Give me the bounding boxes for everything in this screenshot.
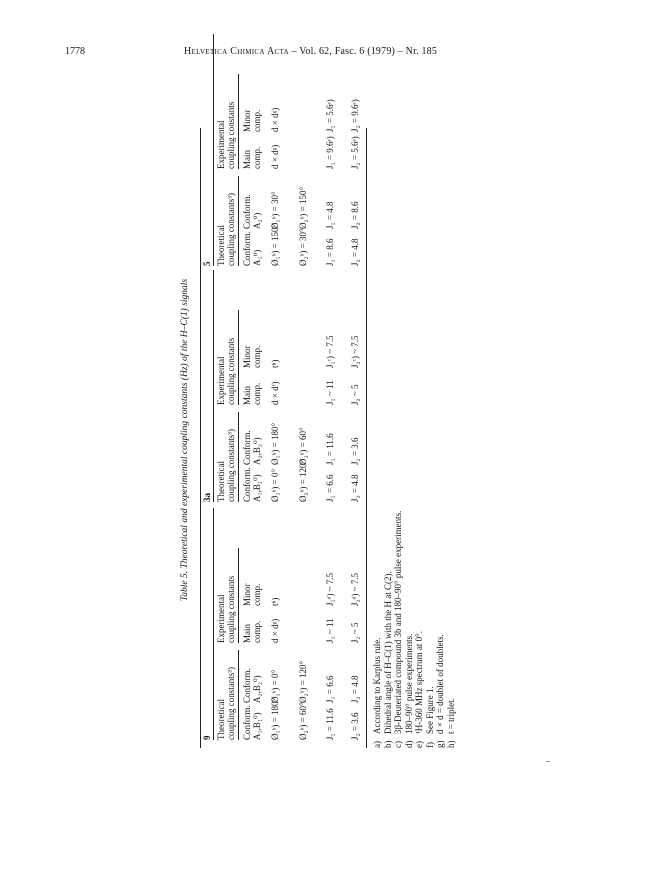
table-cell: J₁ᶜ) ~ 7.5	[325, 335, 335, 368]
experimental-heading-sub: coupling constants	[226, 575, 236, 643]
page-number: 1778	[65, 46, 85, 57]
experimental-span-rule	[238, 310, 239, 405]
group-rule	[213, 270, 214, 502]
table-cell: J₁ = 5.6ᵉ)	[325, 99, 335, 132]
footnote	[393, 511, 404, 748]
column-heading-sub: comp.	[252, 583, 262, 606]
table-cell: Ø₁ᵇ) = 180°	[270, 422, 280, 465]
experimental-heading: Experimental	[216, 120, 226, 169]
scan-speck	[546, 761, 550, 762]
footnote-mark: f)	[424, 742, 435, 748]
theoretical-heading: Theoretical	[216, 225, 226, 266]
column-heading-sub: comp.	[252, 109, 262, 132]
column-heading: Main	[242, 624, 252, 643]
footnote-text: d × d = doublet of doublets.	[435, 634, 445, 734]
column-heading: Conform.	[242, 668, 252, 703]
table-cell: J₁ = 6.6	[325, 474, 335, 502]
experimental-heading-sub: coupling constants	[226, 337, 236, 405]
rotated-table-area	[180, 99, 468, 770]
journal-details: – Vol. 62, Fasc. 6 (1979) – Nr. 185	[291, 46, 438, 57]
compound-label: 3a	[202, 493, 212, 502]
column-heading-sub: A₁⁰)	[252, 249, 262, 266]
compound-label: 9	[202, 735, 212, 740]
group-rule	[213, 34, 214, 266]
column-heading-sub: A₁,B₁⁰)	[252, 712, 262, 740]
footnote	[435, 634, 446, 748]
theoretical-span-rule	[238, 176, 239, 266]
experimental-heading-sub: coupling constants	[226, 101, 236, 169]
compound-label: 5	[202, 261, 212, 266]
footnote-text: See Figure 1.	[424, 686, 435, 734]
group-rule	[213, 508, 214, 740]
table-cell: J₂ = 4.8	[350, 675, 360, 703]
theoretical-heading-sub: coupling constants³)	[226, 193, 236, 266]
table-cell: d × dᵍ)	[270, 144, 280, 169]
footnote	[372, 638, 383, 748]
table-cell: tʰ)	[270, 597, 280, 606]
journal-name: Helvetica Chimica Acta	[184, 46, 289, 57]
table-cell: d × dᵍ)	[270, 107, 280, 132]
footnote-mark: c)	[393, 741, 403, 748]
table-cell: Ø₂ᵇ) = 60°	[298, 702, 308, 740]
table-cell: J₂ = 3.6	[350, 712, 360, 740]
experimental-heading: Experimental	[216, 594, 226, 643]
table-cell: J₂ = 4.8	[350, 238, 360, 266]
table-cell: Ø₂ᵇ) = 120°	[298, 660, 308, 703]
column-heading: Conform.	[242, 430, 252, 465]
column-heading-sub: A₂⁰)	[252, 212, 262, 229]
footnote-mark: h)	[445, 740, 456, 748]
footnote-text: According to Karplus rule.	[372, 637, 382, 734]
theoretical-heading: Theoretical	[216, 461, 226, 502]
table-cell: J₂ = 9.6ᵉ)	[350, 99, 360, 132]
footnote-text: t = triplet.	[445, 698, 456, 734]
footnote	[425, 686, 436, 748]
column-heading-sub: comp.	[252, 382, 262, 405]
column-heading: Main	[242, 150, 252, 169]
table-cell: Ø₁ᵇ) = 30°	[270, 191, 280, 229]
running-head	[184, 46, 437, 57]
table-cell: d × dᵍ)	[270, 618, 280, 643]
table-cell: tʰ)	[270, 359, 280, 368]
column-heading: Main	[242, 386, 252, 405]
table-cell: J₂ = 8.6	[350, 201, 360, 229]
table-bottom-rule	[366, 128, 367, 748]
table-cell: J₂ = 4.8	[350, 474, 360, 502]
table-cell: J₁ = 6.6	[325, 675, 335, 703]
table-cell: J₁ = 11.6	[325, 708, 335, 740]
table-cell: Ø₁ᵇ) = 150°	[270, 223, 280, 266]
table-cell: J₁ = 9.6ᵉ)	[325, 136, 335, 169]
footnote	[446, 698, 457, 748]
theoretical-span-rule	[238, 650, 239, 740]
table-cell: Ø₁ᵇ) = 0°	[270, 468, 280, 502]
theoretical-heading-sub: coupling constants³)	[226, 667, 236, 740]
column-heading-sub: comp.	[252, 345, 262, 368]
table-cell: d × dᶠ)	[270, 381, 280, 405]
table-5	[180, 99, 468, 770]
footnote-text: Dihedral angle of H–C(1) with the H at C(2).	[382, 571, 393, 734]
column-heading-sub: A₂,B₂⁰)	[252, 437, 262, 465]
table-cell: Ø₂ᵇ) = 150°	[298, 186, 308, 229]
table-cell: J₁ᵈ) ~ 7.5	[325, 572, 335, 606]
theoretical-heading-sub: coupling constants³)	[226, 429, 236, 502]
table-cell: J₁ = 11.6	[325, 433, 335, 465]
footnote	[414, 631, 425, 748]
table-cell: J₂ ~ 5	[350, 384, 360, 405]
experimental-heading: Experimental	[216, 356, 226, 405]
column-heading-sub: comp.	[252, 146, 262, 169]
footnote-mark: e)	[414, 741, 424, 748]
table-cell: J₂ᵈ) ~ 7.5	[350, 572, 360, 606]
theoretical-heading: Theoretical	[216, 699, 226, 740]
table-cell: Ø₂ᵇ) = 30°	[298, 228, 308, 266]
column-heading-sub: A₂,B₂⁰)	[252, 675, 262, 703]
table-top-rule	[200, 128, 201, 748]
table-cell: Ø₁ᵇ) = 180°	[270, 697, 280, 740]
footnote-mark: a)	[372, 741, 382, 748]
column-heading: Conform.	[242, 194, 252, 229]
table-cell: J₂ = 5.6ᵉ)	[350, 136, 360, 169]
table-cell: Ø₂ᵇ) = 60°	[298, 427, 308, 465]
column-heading-sub: comp.	[252, 620, 262, 643]
table-cell: Ø₁ᵇ) = 0°	[270, 669, 280, 703]
footnote-mark: d)	[403, 740, 414, 748]
footnote-mark: b)	[382, 740, 393, 748]
footnote-text: 180–90° pulse experiments.	[403, 633, 414, 734]
footnote-mark: g)	[435, 740, 445, 748]
theoretical-span-rule	[238, 412, 239, 502]
table-cell: J₂ = 3.6	[350, 437, 360, 465]
table-cell: Ø₂ᵇ) = 120°	[298, 459, 308, 502]
table-cell: J₁ = 4.8	[325, 201, 335, 229]
footnote	[383, 571, 394, 748]
footnote	[404, 634, 415, 748]
column-heading: Conform.	[242, 467, 252, 502]
table-cell: J₂ᶜ) ~ 7.5	[350, 335, 360, 368]
footnote-text: 3β-Deuteriated compound 3b and 180–90° pulse experiments.	[393, 510, 403, 734]
experimental-span-rule	[238, 74, 239, 169]
table-caption: Table 5. Theoretical and experimental coupling constants (Hz) of the H–C(1) signals	[180, 278, 190, 602]
column-heading: Minor	[242, 345, 252, 368]
column-heading-sub: A₁,B₁⁰)	[252, 474, 262, 502]
footnote-text: ¹H-360 MHz spectrum at 0°.	[414, 630, 424, 734]
column-heading: Minor	[242, 109, 252, 132]
table-cell: J₂ ~ 5	[350, 622, 360, 643]
column-heading: Minor	[242, 583, 252, 606]
column-heading: Conform.	[242, 705, 252, 740]
table-cell: J₁ = 8.6	[325, 238, 335, 266]
column-heading: Conform.	[242, 231, 252, 266]
experimental-span-rule	[238, 548, 239, 643]
table-cell: J₁ ~ 11	[325, 380, 335, 405]
table-cell: J₁ ~ 11	[325, 618, 335, 643]
